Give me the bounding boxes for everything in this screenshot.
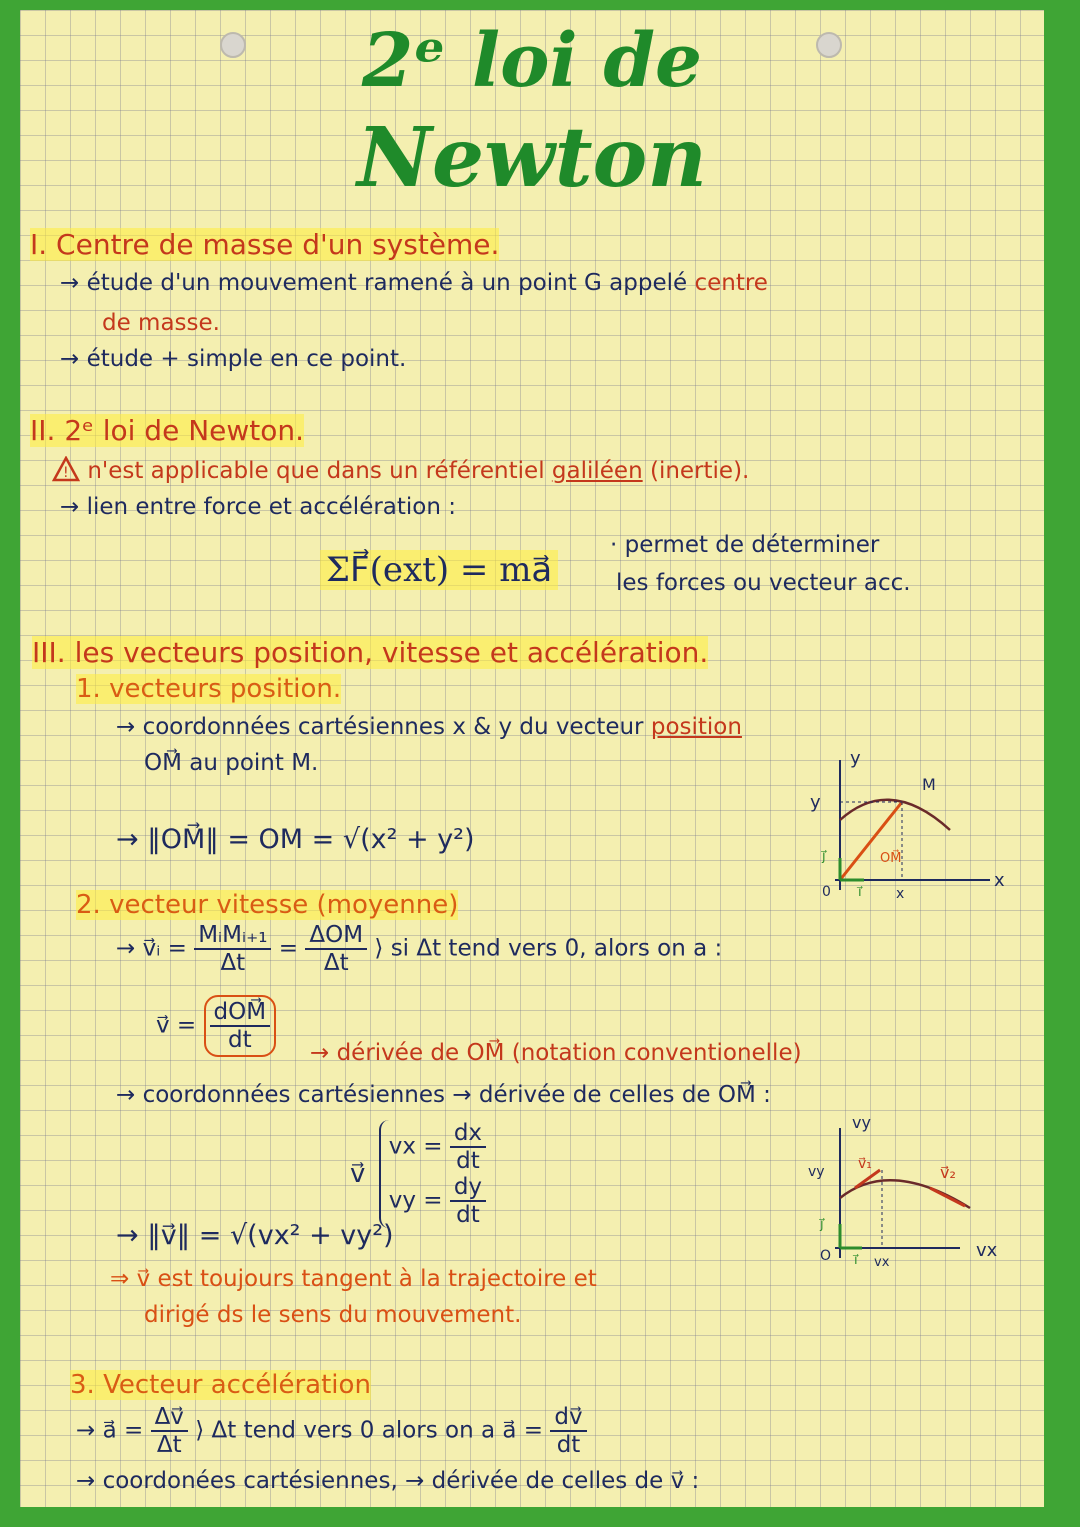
trajectory [840,800,950,830]
vi-label: → v⃗ᵢ = [116,935,187,962]
section-2-heading: II. 2ᵉ loi de Newton. [30,414,305,447]
v-norm: → ‖v⃗‖ = √(vx² + vy²) [116,1220,394,1251]
formula-note-1: · permet de déterminer [610,532,880,558]
fig2-vy-coord: vy [808,1164,825,1180]
part-3-heading: 3. Vecteur accélération [70,1370,371,1400]
frac-dv-dt: $\frac{\Delta v⃗}{\Delta t}$ [151,1404,188,1458]
fig2-v1-label: v⃗₁ [858,1156,872,1172]
velocity-figure [780,1108,1010,1268]
fig2-i-label: i⃗ [854,1253,858,1268]
fig1-om-label: OM⃗ [880,851,902,866]
fig2-vx-coord: vx [874,1255,890,1268]
om-norm: → ‖OM⃗‖ = OM = √(x² + y²) [116,824,475,855]
frac-dom: $\frac{\text{ΔOM}}{\Delta t}$ [305,922,367,976]
acc-limit-condition: Δt tend vers 0 alors on a a⃗ = [211,1417,544,1444]
fig1-origin: 0 [822,884,831,900]
part-2-heading: 2. vecteur vitesse (moyenne) [76,890,459,920]
warning-end: (inertie). [649,458,750,484]
s2-warning [52,456,749,484]
fig1-m-label: M [922,775,936,794]
frac-dom-dt: $\frac{\text{dOM⃗}}{dt}$ [204,995,277,1057]
section-1-heading: I. Centre de masse d'un système. [30,228,500,261]
velocity-derivative [156,995,276,1057]
v-label: v⃗ = [156,1012,197,1039]
warning-keyword: galiléen [551,458,643,484]
frac-dv-dt-limit: $\frac{dv⃗}{dt}$ [550,1404,586,1458]
svg-text:!: ! [63,465,69,481]
acceleration-formula: → a⃗ = $\frac{\Delta v⃗}{\Delta t}$ ⟩ Δt tend vers 0 alors on a a⃗ = $\frac{dv⃗}{dt}$ [76,1404,587,1458]
frac-dx-dt: $\frac{dx}{dt}$ [450,1120,486,1174]
s1-bullet2: → étude + simple en ce point. [60,346,407,372]
p1-bullet1-cont: OM⃗ au point M. [144,750,319,776]
fig2-v2-label: v⃗₂ [940,1163,956,1182]
p1-bullet1-keyword: position [650,714,742,740]
s1-bullet1 [60,270,768,296]
limit-condition: si Δt tend vers 0, alors on a : [390,935,723,962]
tangent-line-1: ⇒ v⃗ est toujours tangent à la trajectoire et [110,1266,597,1292]
s1-bullet1-text: → étude d'un mouvement ramené à un point G appelé [60,270,688,296]
mean-velocity-formula: → v⃗ᵢ = $\frac{\text{MᵢMᵢ₊₁}}{\Delta t}$ = $\frac{\text{ΔOM}}{\Delta t}$ ⟩ si Δt tend vers 0, alors on a : [116,922,723,976]
notebook-page [20,10,1044,1507]
section-3-heading: III. les vecteurs position, vitesse et accélération. [32,636,709,669]
fig1-i-label: i⃗ [858,885,862,900]
warning-icon [52,456,80,482]
p1-bullet1-text: → coordonnées cartésiennes x & y du vecteur [116,714,644,740]
formula-note-2: les forces ou vecteur acc. [616,570,911,596]
fig1-j-label: j⃗ [822,849,826,864]
warning-text: n'est applicable que dans un référentiel [87,458,545,484]
tangent-line-2: dirigé ds le sens du mouvement. [144,1302,522,1328]
v2-vector [930,1188,965,1206]
fig1-y-label: y [850,750,861,769]
fig1-x-coord: x [896,886,905,900]
equals-sign: = [278,935,299,962]
p1-bullet1 [116,714,742,740]
s1-bullet1-cont: de masse. [102,310,220,336]
page-title-line2: Newton [357,110,707,206]
newton-formula: ΣF⃗(ext) = ma⃗ [320,550,558,590]
p3-bullet2: → coordonées cartésiennes, → dérivée de celles de v⃗ : [76,1468,700,1494]
page-title-line1: 2ᵉ loi de [361,18,703,104]
derivative-note: → dérivée de OM⃗ (notation conventionelle) [310,1040,802,1066]
v1-vector [855,1170,880,1188]
s2-bullet1: → lien entre force et accélération : [60,494,457,520]
velocity-coordinates [350,1120,486,1228]
frac-dy-dt: $\frac{dy}{dt}$ [450,1174,486,1228]
fig2-vx-label: vx [976,1240,998,1261]
s1-bullet1-keyword: centre [694,270,768,296]
vx-label: vx = [388,1133,443,1160]
fig2-origin: O [820,1248,832,1264]
vy-label: vy = [388,1187,443,1214]
fig2-vy-label: vy [852,1113,871,1132]
fig1-y-coord: y [810,792,821,813]
fig2-j-label: j⃗ [820,1217,824,1232]
position-figure [780,750,1010,900]
p2-bullet2: → coordonnées cartésiennes → dérivée de celles de OM⃗ : [116,1082,771,1108]
frac-mm: $\frac{\text{MᵢMᵢ₊₁}}{\Delta t}$ [194,922,271,976]
part-1-heading: 1. vecteurs position. [76,674,342,704]
v-vector-label: v⃗ [350,1159,366,1189]
fig1-x-label: x [994,870,1005,891]
a-label: → a⃗ = [76,1417,144,1444]
